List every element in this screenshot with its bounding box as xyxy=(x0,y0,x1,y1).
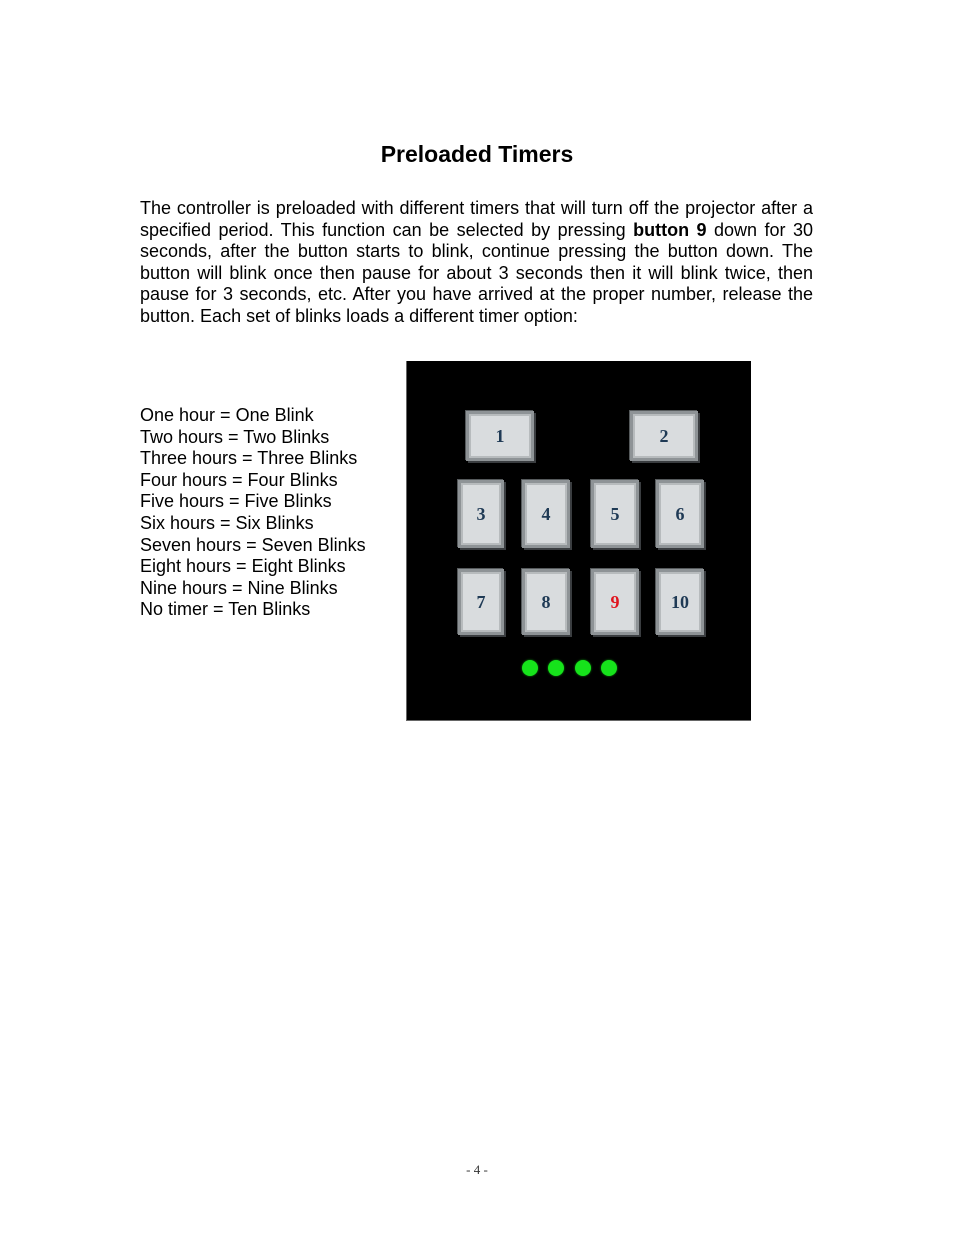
key-2-button[interactable]: 2 xyxy=(630,411,698,461)
led-indicator xyxy=(522,660,538,676)
intro-text-start: The controller is preloaded with different timers that will turn off the projector after a specified period. This function can be selected by pressing xyxy=(140,198,813,240)
timer-item: Three hours = Three Blinks xyxy=(140,448,358,469)
timer-item: Four hours = Four Blinks xyxy=(140,469,338,490)
timer-item: Two hours = Two Blinks xyxy=(140,426,330,447)
page-title: Preloaded Timers xyxy=(380,141,574,167)
page-number: - 4 - xyxy=(466,1162,488,1177)
timer-item: Nine hours = Nine Blinks xyxy=(140,577,338,598)
key-3-button[interactable]: 3 xyxy=(458,480,504,548)
timer-list xyxy=(140,405,366,621)
key-10-button[interactable]: 10 xyxy=(656,569,704,635)
timer-item: Seven hours = Seven Blinks xyxy=(140,534,366,555)
key-6-button[interactable]: 6 xyxy=(656,480,704,548)
key-4-button[interactable]: 4 xyxy=(522,480,570,548)
timer-item: One hour = One Blink xyxy=(140,405,314,425)
intro-text-end: down for 30 seconds, after the button starts to blink, continue pressing the button down. The button will blink once then pause for about 3 seconds then it will blink twice, then pause for 3 seconds, etc. After you have arrived at the proper number, release the button. Each set of blinks loads a different timer option: xyxy=(140,219,814,326)
intro-bold-button-9: button 9 xyxy=(633,219,707,240)
controller-panel-image xyxy=(406,361,751,721)
timer-item: Five hours = Five Blinks xyxy=(140,491,332,512)
key-7-button[interactable]: 7 xyxy=(458,569,504,635)
key-9-button[interactable]: 9 xyxy=(591,569,639,635)
key-1-button[interactable]: 1 xyxy=(466,411,534,461)
led-indicator xyxy=(575,660,591,676)
timer-item: Eight hours = Eight Blinks xyxy=(140,556,346,577)
timer-item: No timer = Ten Blinks xyxy=(140,599,311,620)
key-5-button[interactable]: 5 xyxy=(591,480,639,548)
led-indicator xyxy=(601,660,617,676)
timer-item: Six hours = Six Blinks xyxy=(140,512,314,533)
key-8-button[interactable]: 8 xyxy=(522,569,570,635)
led-indicator xyxy=(548,660,564,676)
intro-paragraph xyxy=(140,198,813,328)
